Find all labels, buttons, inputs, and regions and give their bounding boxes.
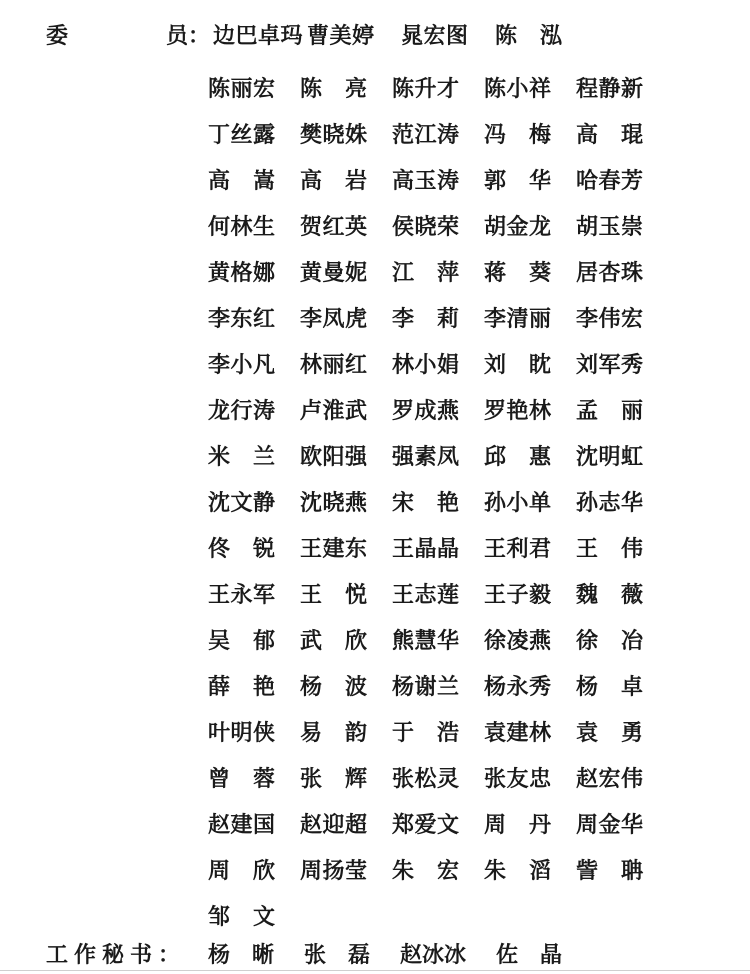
member-name: 魏 薇 — [576, 581, 644, 608]
member-name: 黄格娜 — [208, 259, 276, 286]
member-name: 黄曼妮 — [300, 259, 368, 286]
member-name: 陈小祥 — [484, 75, 552, 102]
member-row — [208, 340, 668, 386]
member-name: 薛 艳 — [208, 673, 276, 700]
secretary-label: 工作秘书： — [46, 941, 187, 968]
member-name: 李小凡 — [208, 351, 276, 378]
member-name: 杨谢兰 — [392, 673, 460, 700]
member-name: 强素凤 — [392, 443, 460, 470]
member-name: 宋 艳 — [392, 489, 460, 516]
member-name: 王子毅 — [484, 581, 552, 608]
member-name: 周扬莹 — [300, 857, 368, 884]
member-name: 刘 眈 — [484, 351, 552, 378]
member-name: 李清丽 — [484, 305, 552, 332]
member-name: 杨永秀 — [484, 673, 552, 700]
member-name: 邹 文 — [208, 903, 276, 930]
member-name: 陈丽宏 — [208, 75, 276, 102]
committee-name-grid — [208, 64, 668, 938]
member-row — [208, 248, 668, 294]
member-name: 陈升才 — [392, 75, 460, 102]
member-name: 王 悦 — [300, 581, 368, 608]
member-name: 徐凌燕 — [484, 627, 552, 654]
member-name: 欧阳强 — [300, 443, 368, 470]
member-name: 刘军秀 — [576, 351, 644, 378]
member-name: 朱 宏 — [392, 857, 460, 884]
member-row — [208, 524, 668, 570]
member-row — [208, 846, 668, 892]
member-name: 陈 泓 — [495, 23, 563, 49]
member-name: 高玉涛 — [392, 167, 460, 194]
member-name: 陈 亮 — [300, 75, 368, 102]
secretary-name: 佐 晶 — [496, 941, 563, 968]
member-name: 沈晓燕 — [300, 489, 368, 516]
member-name: 孙志华 — [576, 489, 644, 516]
member-name: 冯 梅 — [484, 121, 552, 148]
member-row — [208, 892, 668, 938]
member-name: 易 韵 — [300, 719, 368, 746]
member-name: 张松灵 — [392, 765, 460, 792]
member-name: 于 浩 — [392, 719, 460, 746]
member-name: 龙行涛 — [208, 397, 276, 424]
member-name: 袁 勇 — [576, 719, 644, 746]
secretary-name: 杨 晰 — [208, 941, 275, 968]
member-row — [208, 478, 668, 524]
member-name: 侯晓荣 — [392, 213, 460, 240]
member-name: 张友忠 — [484, 765, 552, 792]
member-name: 范江涛 — [392, 121, 460, 148]
member-name: 胡金龙 — [484, 213, 552, 240]
member-name: 罗成燕 — [392, 397, 460, 424]
member-name: 米 兰 — [208, 443, 276, 470]
member-name: 叶明侠 — [208, 719, 276, 746]
member-name: 哈春芳 — [576, 167, 644, 194]
member-name: 周 丹 — [484, 811, 552, 838]
member-name: 边巴卓玛 — [213, 23, 304, 49]
member-name: 王志莲 — [392, 581, 460, 608]
member-name: 訾 聃 — [576, 857, 644, 884]
member-row — [208, 110, 668, 156]
member-name: 赵建国 — [208, 811, 276, 838]
member-name: 杨 卓 — [576, 673, 644, 700]
member-name: 周 欣 — [208, 857, 276, 884]
secretary-line — [46, 936, 592, 970]
member-name: 吴 郁 — [208, 627, 276, 654]
member-row — [208, 754, 668, 800]
member-name: 程静新 — [576, 75, 644, 102]
member-name: 孟 丽 — [576, 397, 644, 424]
member-name: 林丽红 — [300, 351, 368, 378]
member-name: 徐 冶 — [576, 627, 644, 654]
member-name: 袁建林 — [484, 719, 552, 746]
member-name: 江 萍 — [392, 259, 460, 286]
member-name: 邱 惠 — [484, 443, 552, 470]
member-row — [208, 202, 668, 248]
member-name: 孙小单 — [484, 489, 552, 516]
member-name: 李伟宏 — [576, 305, 644, 332]
member-row — [208, 708, 668, 754]
member-name: 贺红英 — [300, 213, 368, 240]
member-name: 沈文静 — [208, 489, 276, 516]
member-name: 林小娟 — [392, 351, 460, 378]
member-name: 杨 波 — [300, 673, 368, 700]
member-name: 胡玉崇 — [576, 213, 644, 240]
member-name: 赵迎超 — [300, 811, 368, 838]
member-name: 何林生 — [208, 213, 276, 240]
member-row — [208, 570, 668, 616]
committee-label-left: 委 — [46, 23, 69, 49]
member-name: 李 莉 — [392, 305, 460, 332]
member-name: 卢淮武 — [300, 397, 368, 424]
member-name: 王晶晶 — [392, 535, 460, 562]
member-name: 佟 锐 — [208, 535, 276, 562]
member-name: 郑爱文 — [392, 811, 460, 838]
member-name: 高 岩 — [300, 167, 368, 194]
member-name: 王利君 — [484, 535, 552, 562]
secretary-name: 赵冰冰 — [400, 941, 467, 968]
member-name: 高 嵩 — [208, 167, 276, 194]
member-name: 张 辉 — [300, 765, 368, 792]
member-name: 周金华 — [576, 811, 644, 838]
member-row — [208, 294, 668, 340]
member-name: 沈明虹 — [576, 443, 644, 470]
member-name: 曾 蓉 — [208, 765, 276, 792]
member-name: 樊晓姝 — [300, 121, 368, 148]
committee-first-row — [213, 20, 589, 52]
member-name: 赵宏伟 — [576, 765, 644, 792]
member-row — [208, 64, 668, 110]
member-name: 高 琨 — [576, 121, 644, 148]
member-name: 居杏珠 — [576, 259, 644, 286]
member-name: 蒋 葵 — [484, 259, 552, 286]
member-name: 王建东 — [300, 535, 368, 562]
member-name: 熊慧华 — [392, 627, 460, 654]
member-name: 罗艳林 — [484, 397, 552, 424]
bottom-divider — [0, 970, 750, 971]
member-row — [208, 156, 668, 202]
member-name: 丁丝露 — [208, 121, 276, 148]
member-name: 武 欣 — [300, 627, 368, 654]
member-name: 王 伟 — [576, 535, 644, 562]
member-name: 王永军 — [208, 581, 276, 608]
member-name: 李凤虎 — [300, 305, 368, 332]
member-row — [208, 800, 668, 846]
member-name: 曹美婷 — [307, 23, 375, 49]
secretary-name: 张 磊 — [304, 941, 371, 968]
member-name: 晁宏图 — [401, 23, 469, 49]
member-name: 朱 滔 — [484, 857, 552, 884]
member-row — [208, 386, 668, 432]
member-name: 李东红 — [208, 305, 276, 332]
member-row — [208, 432, 668, 478]
member-row — [208, 662, 668, 708]
committee-label-right: 员： — [166, 23, 211, 49]
member-row — [208, 616, 668, 662]
member-name: 郭 华 — [484, 167, 552, 194]
